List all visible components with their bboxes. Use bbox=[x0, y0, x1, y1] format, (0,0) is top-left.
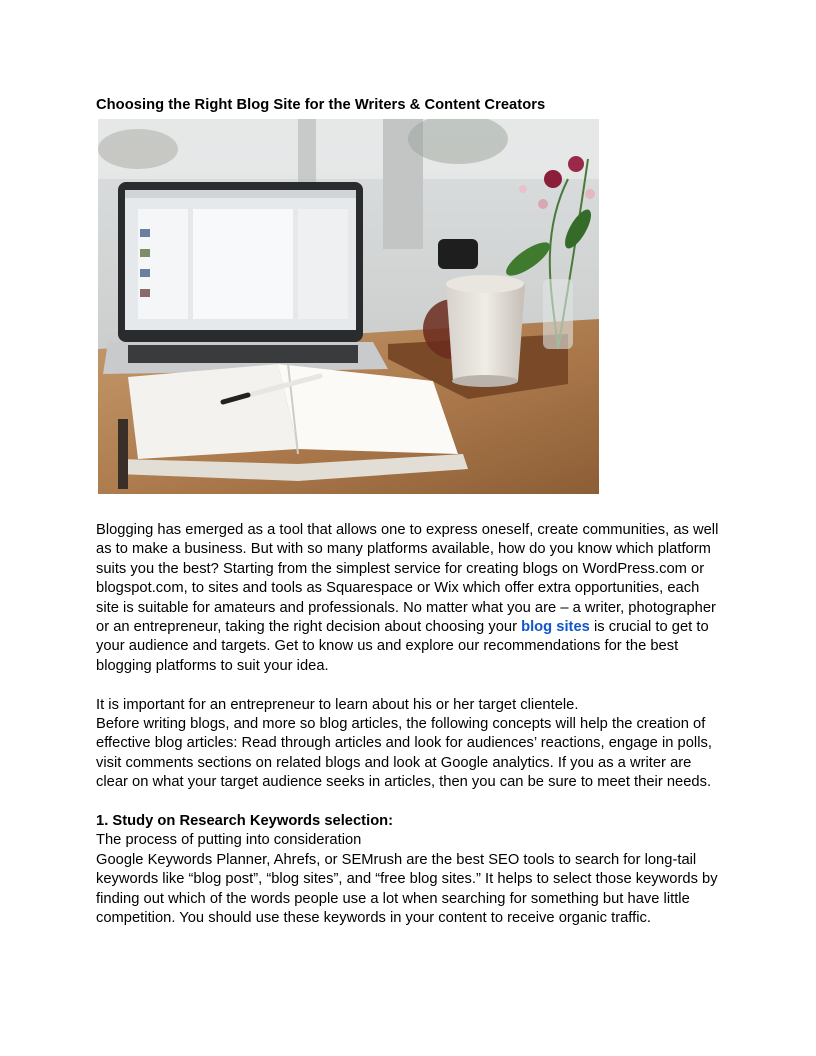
section-1-body: Google Keywords Planner, Ahrefs, or SEMrush are the best SEO tools to search for long-tail keywords like “blog post”, “blog sites”, and “free blog sites.” It helps to select those keywords by finding out which of the words people use a lot when searching for something but have little competition. You should use these keywords in your content to receive organic traffic. bbox=[96, 851, 718, 927]
blog-sites-link[interactable]: blog sites bbox=[521, 619, 590, 636]
target-clientele-line: It is important for an entrepreneur to learn about his or her target clientele. bbox=[96, 696, 579, 713]
document-title: Choosing the Right Blog Site for the Writers & Content Creators bbox=[96, 97, 546, 113]
document-page bbox=[96, 96, 720, 929]
section-1-intro-line: The process of putting into consideration bbox=[96, 832, 362, 849]
blog-concepts-paragraph: Before writing blogs, and more so blog articles, the following concepts will help the creation of effective blog articles: Read through articles and look for audiences’ reactions, engage in polls, visit comments sections on related blogs and look at Google analytics. If you as a writer are clear on what your target audience seeks in articles, then you can be sure to meet their needs. bbox=[96, 716, 712, 791]
section-1-heading: 1. Study on Research Keywords selection: bbox=[96, 813, 394, 830]
intro-text-start: Blogging has emerged as a tool that allows one to express oneself, create communities, as well as to make a business. But with so many platforms available, how do you know which platform suits you the best? Starting from the simplest service for creating blogs on WordPress.com or blogspot.com, to sites and tools as Squarespace or Wix which offer extra opportunities, each site is suitable for amateurs and professionals. No matter what you are – a writer, photographer or an entrepreneur, taking the right decision about choosing your bbox=[96, 522, 719, 636]
laptop-desk-photo bbox=[98, 119, 599, 494]
intro-paragraph bbox=[96, 521, 720, 676]
intro-text-end: is crucial to get to your audience and targets. Get to know us and explore our recommendations for the best blogging platforms to suit your idea. bbox=[96, 619, 709, 674]
